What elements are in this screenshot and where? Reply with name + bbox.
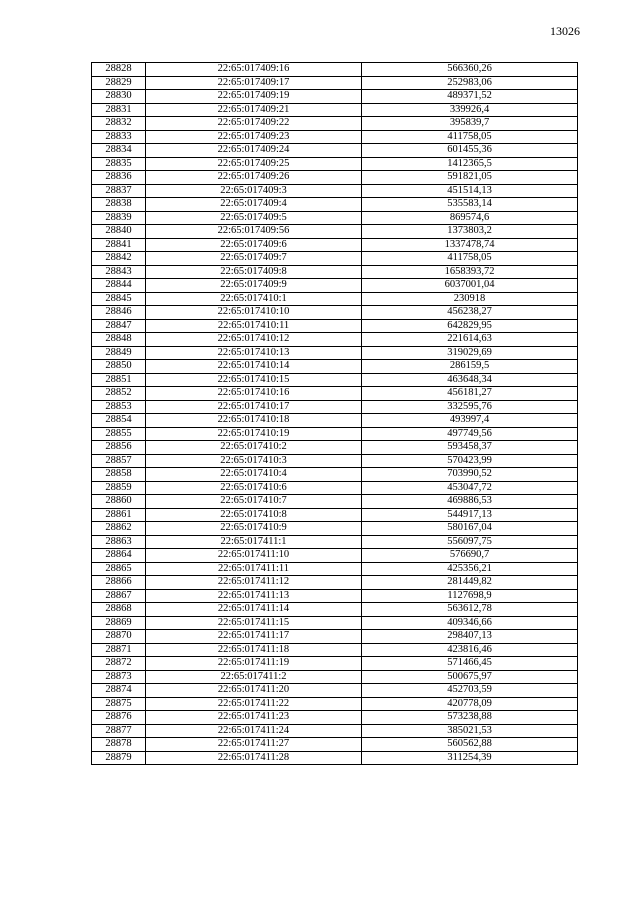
row-number-cell: 28835 — [92, 157, 146, 171]
table-row — [92, 576, 578, 590]
cadastral-number-cell: 22:65:017411:11 — [146, 562, 362, 576]
table-row — [92, 184, 578, 198]
table-row — [92, 319, 578, 333]
row-number-cell: 28856 — [92, 441, 146, 455]
cadastral-number-cell: 22:65:017409:56 — [146, 225, 362, 239]
table-row — [92, 522, 578, 536]
cadastral-number-cell: 22:65:017411:27 — [146, 738, 362, 752]
cadastral-value-cell: 703990,52 — [362, 468, 578, 482]
cadastral-number-cell: 22:65:017410:18 — [146, 414, 362, 428]
row-number-cell: 28844 — [92, 279, 146, 293]
table-row — [92, 306, 578, 320]
cadastral-value-cell: 425356,21 — [362, 562, 578, 576]
cadastral-value-cell: 6037001,04 — [362, 279, 578, 293]
row-number-cell: 28831 — [92, 103, 146, 117]
cadastral-value-cell: 319029,69 — [362, 346, 578, 360]
cadastral-number-cell: 22:65:017409:16 — [146, 63, 362, 77]
row-number-cell: 28839 — [92, 211, 146, 225]
table-row — [92, 495, 578, 509]
table-row — [92, 697, 578, 711]
cadastral-number-cell: 22:65:017409:7 — [146, 252, 362, 266]
cadastral-number-cell: 22:65:017411:20 — [146, 684, 362, 698]
cadastral-number-cell: 22:65:017410:3 — [146, 454, 362, 468]
cadastral-number-cell: 22:65:017410:4 — [146, 468, 362, 482]
row-number-cell: 28837 — [92, 184, 146, 198]
cadastral-value-cell: 556097,75 — [362, 535, 578, 549]
row-number-cell: 28877 — [92, 724, 146, 738]
row-number-cell: 28833 — [92, 130, 146, 144]
cadastral-value-cell: 456238,27 — [362, 306, 578, 320]
cadastral-number-cell: 22:65:017410:10 — [146, 306, 362, 320]
cadastral-number-cell: 22:65:017409:8 — [146, 265, 362, 279]
cadastral-value-cell: 566360,26 — [362, 63, 578, 77]
table-row — [92, 103, 578, 117]
cadastral-value-cell: 573238,88 — [362, 711, 578, 725]
cadastral-value-cell: 281449,82 — [362, 576, 578, 590]
cadastral-number-cell: 22:65:017411:13 — [146, 589, 362, 603]
row-number-cell: 28859 — [92, 481, 146, 495]
cadastral-number-cell: 22:65:017411:15 — [146, 616, 362, 630]
table-row — [92, 684, 578, 698]
cadastral-number-cell: 22:65:017410:13 — [146, 346, 362, 360]
cadastral-number-cell: 22:65:017411:18 — [146, 643, 362, 657]
row-number-cell: 28873 — [92, 670, 146, 684]
row-number-cell: 28862 — [92, 522, 146, 536]
cadastral-number-cell: 22:65:017411:28 — [146, 751, 362, 765]
cadastral-value-cell: 535583,14 — [362, 198, 578, 212]
table-row — [92, 90, 578, 104]
cadastral-number-cell: 22:65:017410:8 — [146, 508, 362, 522]
cadastral-value-cell: 469886,53 — [362, 495, 578, 509]
cadastral-value-cell: 591821,05 — [362, 171, 578, 185]
table-row — [92, 360, 578, 374]
table-row — [92, 711, 578, 725]
row-number-cell: 28876 — [92, 711, 146, 725]
cadastral-number-cell: 22:65:017411:22 — [146, 697, 362, 711]
row-number-cell: 28857 — [92, 454, 146, 468]
cadastral-value-cell: 601455,36 — [362, 144, 578, 158]
cadastral-number-cell: 22:65:017411:14 — [146, 603, 362, 617]
cadastral-number-cell: 22:65:017411:23 — [146, 711, 362, 725]
cadastral-value-table — [91, 62, 578, 765]
table-row — [92, 76, 578, 90]
cadastral-number-cell: 22:65:017409:26 — [146, 171, 362, 185]
row-number-cell: 28850 — [92, 360, 146, 374]
row-number-cell: 28849 — [92, 346, 146, 360]
cadastral-value-cell: 1127698,9 — [362, 589, 578, 603]
cadastral-value-cell: 1412365,5 — [362, 157, 578, 171]
row-number-cell: 28879 — [92, 751, 146, 765]
table-body — [92, 63, 578, 765]
cadastral-number-cell: 22:65:017410:7 — [146, 495, 362, 509]
cadastral-number-cell: 22:65:017409:6 — [146, 238, 362, 252]
cadastral-value-cell: 411758,05 — [362, 252, 578, 266]
cadastral-value-cell: 298407,13 — [362, 630, 578, 644]
table-row — [92, 535, 578, 549]
table-row — [92, 454, 578, 468]
row-number-cell: 28851 — [92, 373, 146, 387]
row-number-cell: 28867 — [92, 589, 146, 603]
cadastral-value-cell: 411758,05 — [362, 130, 578, 144]
row-number-cell: 28868 — [92, 603, 146, 617]
table-row — [92, 238, 578, 252]
row-number-cell: 28872 — [92, 657, 146, 671]
cadastral-number-cell: 22:65:017409:3 — [146, 184, 362, 198]
table-row — [92, 130, 578, 144]
cadastral-number-cell: 22:65:017410:19 — [146, 427, 362, 441]
table-row — [92, 265, 578, 279]
cadastral-number-cell: 22:65:017409:19 — [146, 90, 362, 104]
row-number-cell: 28843 — [92, 265, 146, 279]
row-number-cell: 28852 — [92, 387, 146, 401]
table-row — [92, 657, 578, 671]
cadastral-number-cell: 22:65:017410:9 — [146, 522, 362, 536]
row-number-cell: 28853 — [92, 400, 146, 414]
cadastral-value-cell: 489371,52 — [362, 90, 578, 104]
cadastral-number-cell: 22:65:017410:1 — [146, 292, 362, 306]
page-number: 13026 — [550, 24, 580, 38]
table-row — [92, 427, 578, 441]
table-row — [92, 630, 578, 644]
row-number-cell: 28834 — [92, 144, 146, 158]
cadastral-value-cell: 544917,13 — [362, 508, 578, 522]
table-row — [92, 400, 578, 414]
cadastral-number-cell: 22:65:017409:5 — [146, 211, 362, 225]
table-row — [92, 549, 578, 563]
row-number-cell: 28864 — [92, 549, 146, 563]
row-number-cell: 28871 — [92, 643, 146, 657]
row-number-cell: 28845 — [92, 292, 146, 306]
row-number-cell: 28836 — [92, 171, 146, 185]
cadastral-number-cell: 22:65:017409:25 — [146, 157, 362, 171]
table-row — [92, 643, 578, 657]
cadastral-value-cell: 456181,27 — [362, 387, 578, 401]
table-row — [92, 414, 578, 428]
row-number-cell: 28858 — [92, 468, 146, 482]
row-number-cell: 28829 — [92, 76, 146, 90]
cadastral-value-cell: 423816,46 — [362, 643, 578, 657]
cadastral-value-cell: 593458,37 — [362, 441, 578, 455]
row-number-cell: 28869 — [92, 616, 146, 630]
cadastral-value-cell: 286159,5 — [362, 360, 578, 374]
row-number-cell: 28866 — [92, 576, 146, 590]
cadastral-number-cell: 22:65:017411:17 — [146, 630, 362, 644]
table-row — [92, 157, 578, 171]
cadastral-number-cell: 22:65:017410:15 — [146, 373, 362, 387]
cadastral-value-cell: 500675,97 — [362, 670, 578, 684]
cadastral-value-cell: 385021,53 — [362, 724, 578, 738]
cadastral-number-cell: 22:65:017409:9 — [146, 279, 362, 293]
row-number-cell: 28841 — [92, 238, 146, 252]
cadastral-value-cell: 395839,7 — [362, 117, 578, 131]
cadastral-value-cell: 339926,4 — [362, 103, 578, 117]
row-number-cell: 28860 — [92, 495, 146, 509]
row-number-cell: 28870 — [92, 630, 146, 644]
cadastral-value-cell: 497749,56 — [362, 427, 578, 441]
cadastral-number-cell: 22:65:017411:1 — [146, 535, 362, 549]
row-number-cell: 28855 — [92, 427, 146, 441]
cadastral-value-cell: 453047,72 — [362, 481, 578, 495]
cadastral-value-cell: 420778,09 — [362, 697, 578, 711]
cadastral-number-cell: 22:65:017410:6 — [146, 481, 362, 495]
cadastral-value-cell: 409346,66 — [362, 616, 578, 630]
table-row — [92, 387, 578, 401]
table-row — [92, 670, 578, 684]
cadastral-number-cell: 22:65:017410:12 — [146, 333, 362, 347]
table-row — [92, 616, 578, 630]
row-number-cell: 28861 — [92, 508, 146, 522]
table-row — [92, 508, 578, 522]
table-row — [92, 724, 578, 738]
table-row — [92, 589, 578, 603]
row-number-cell: 28832 — [92, 117, 146, 131]
table-row — [92, 292, 578, 306]
table-row — [92, 171, 578, 185]
cadastral-number-cell: 22:65:017410:14 — [146, 360, 362, 374]
cadastral-value-cell: 493997,4 — [362, 414, 578, 428]
cadastral-number-cell: 22:65:017410:16 — [146, 387, 362, 401]
cadastral-value-cell: 221614,63 — [362, 333, 578, 347]
row-number-cell: 28848 — [92, 333, 146, 347]
cadastral-value-cell: 576690,7 — [362, 549, 578, 563]
cadastral-number-cell: 22:65:017409:23 — [146, 130, 362, 144]
row-number-cell: 28865 — [92, 562, 146, 576]
row-number-cell: 28875 — [92, 697, 146, 711]
table-row — [92, 738, 578, 752]
cadastral-value-cell: 563612,78 — [362, 603, 578, 617]
table-row — [92, 211, 578, 225]
cadastral-value-cell: 452703,59 — [362, 684, 578, 698]
table-row — [92, 117, 578, 131]
cadastral-value-cell: 1658393,72 — [362, 265, 578, 279]
cadastral-value-cell: 570423,99 — [362, 454, 578, 468]
cadastral-number-cell: 22:65:017409:21 — [146, 103, 362, 117]
cadastral-value-cell: 571466,45 — [362, 657, 578, 671]
cadastral-value-cell: 332595,76 — [362, 400, 578, 414]
cadastral-value-cell: 1337478,74 — [362, 238, 578, 252]
cadastral-value-cell: 560562,88 — [362, 738, 578, 752]
table-row — [92, 279, 578, 293]
cadastral-number-cell: 22:65:017411:2 — [146, 670, 362, 684]
table-row — [92, 603, 578, 617]
cadastral-value-cell: 642829,95 — [362, 319, 578, 333]
table-row — [92, 751, 578, 765]
row-number-cell: 28828 — [92, 63, 146, 77]
row-number-cell: 28840 — [92, 225, 146, 239]
row-number-cell: 28874 — [92, 684, 146, 698]
row-number-cell: 28838 — [92, 198, 146, 212]
cadastral-number-cell: 22:65:017409:4 — [146, 198, 362, 212]
cadastral-value-cell: 580167,04 — [362, 522, 578, 536]
table-row — [92, 63, 578, 77]
cadastral-value-cell: 451514,13 — [362, 184, 578, 198]
table-row — [92, 373, 578, 387]
cadastral-number-cell: 22:65:017410:2 — [146, 441, 362, 455]
table-row — [92, 481, 578, 495]
cadastral-number-cell: 22:65:017411:12 — [146, 576, 362, 590]
row-number-cell: 28847 — [92, 319, 146, 333]
table-row — [92, 346, 578, 360]
table-row — [92, 198, 578, 212]
cadastral-number-cell: 22:65:017409:17 — [146, 76, 362, 90]
cadastral-value-cell: 869574,6 — [362, 211, 578, 225]
row-number-cell: 28878 — [92, 738, 146, 752]
table-row — [92, 225, 578, 239]
cadastral-number-cell: 22:65:017411:24 — [146, 724, 362, 738]
row-number-cell: 28842 — [92, 252, 146, 266]
row-number-cell: 28863 — [92, 535, 146, 549]
cadastral-number-cell: 22:65:017409:22 — [146, 117, 362, 131]
table-row — [92, 252, 578, 266]
cadastral-value-cell: 230918 — [362, 292, 578, 306]
table-row — [92, 468, 578, 482]
table-row — [92, 144, 578, 158]
cadastral-value-cell: 252983,06 — [362, 76, 578, 90]
table-row — [92, 441, 578, 455]
table-row — [92, 562, 578, 576]
row-number-cell: 28854 — [92, 414, 146, 428]
cadastral-number-cell: 22:65:017411:10 — [146, 549, 362, 563]
cadastral-value-cell: 1373803,2 — [362, 225, 578, 239]
cadastral-value-cell: 463648,34 — [362, 373, 578, 387]
cadastral-number-cell: 22:65:017410:17 — [146, 400, 362, 414]
cadastral-value-cell: 311254,39 — [362, 751, 578, 765]
cadastral-number-cell: 22:65:017409:24 — [146, 144, 362, 158]
table-row — [92, 333, 578, 347]
cadastral-number-cell: 22:65:017411:19 — [146, 657, 362, 671]
row-number-cell: 28846 — [92, 306, 146, 320]
cadastral-number-cell: 22:65:017410:11 — [146, 319, 362, 333]
row-number-cell: 28830 — [92, 90, 146, 104]
